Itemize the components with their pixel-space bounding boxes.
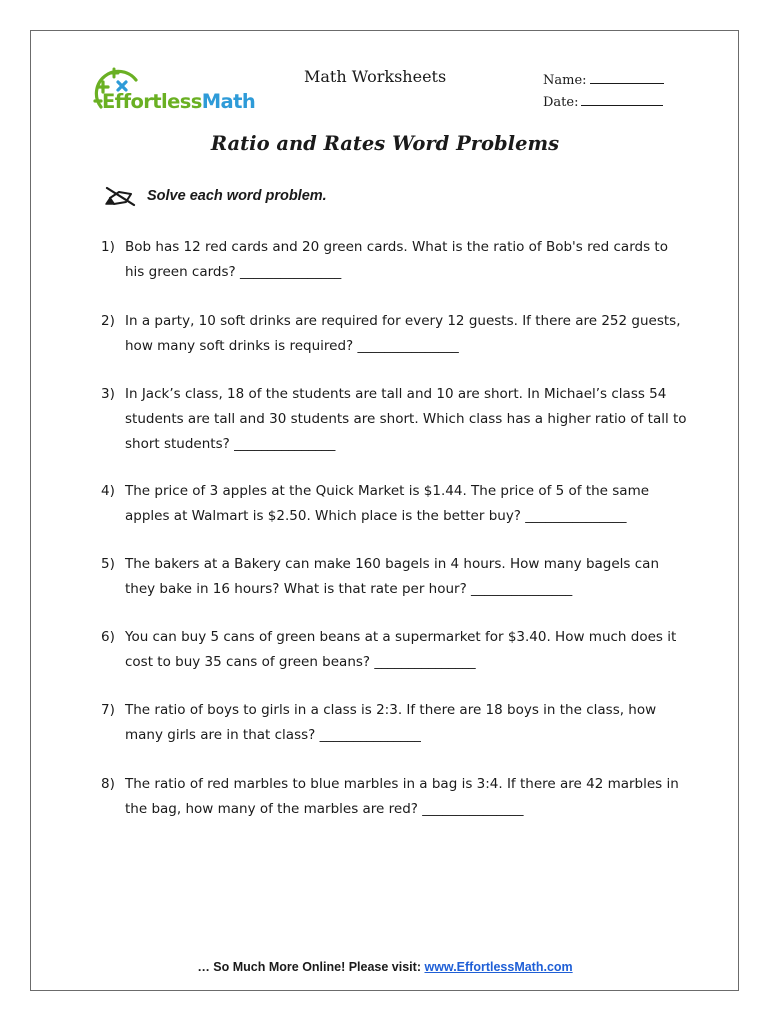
name-line[interactable] xyxy=(590,72,664,84)
sheet-title: Math Worksheets xyxy=(304,67,447,86)
problem-number: 3) xyxy=(101,386,115,402)
name-label: Name: xyxy=(543,73,587,88)
problem-item xyxy=(101,309,691,359)
problem-text: In Jack’s class, 18 of the students are tall and 10 are short. In Michael’s class 54 students are tall and 30 students are short. Which class has a higher ratio of tall to short students? _______________ xyxy=(125,386,687,452)
problem-item xyxy=(101,235,691,285)
problem-text: The ratio of boys to girls in a class is 2:3. If there are 18 boys in the class, how many girls are in that class? _______________ xyxy=(125,702,657,743)
problem-number: 8) xyxy=(101,776,115,792)
problem-item xyxy=(101,625,691,675)
footer-text: … So Much More Online! Please visit: xyxy=(197,960,421,974)
effortlessmath-logo xyxy=(88,60,278,120)
problem-item xyxy=(101,772,691,822)
problem-number: 1) xyxy=(101,239,115,255)
problem-text: Bob has 12 red cards and 20 green cards. What is the ratio of Bob's red cards to his green cards? _______________ xyxy=(125,239,668,280)
problem-number: 2) xyxy=(101,313,115,329)
problem-item xyxy=(101,698,691,748)
problem-item xyxy=(101,382,691,457)
date-field[interactable] xyxy=(543,94,663,110)
problem-number: 5) xyxy=(101,556,115,572)
worksheet-title: Ratio and Rates Word Problems xyxy=(210,132,560,155)
name-field[interactable] xyxy=(543,72,664,88)
problem-number: 6) xyxy=(101,629,115,645)
date-line[interactable] xyxy=(581,94,663,106)
footer-link[interactable]: www.EffortlessMath.com xyxy=(424,960,573,974)
problem-number: 7) xyxy=(101,702,115,718)
logo-text-effortless: Effortless xyxy=(102,90,202,113)
pencil-icon xyxy=(104,185,138,207)
problem-text: You can buy 5 cans of green beans at a supermarket for $3.40. How much does it cost to buy 35 cans of green beans? _______________ xyxy=(125,629,677,670)
logo-text-math: Math xyxy=(201,90,256,113)
problem-text: In a party, 10 soft drinks are required for every 12 guests. If there are 252 guests, how many soft drinks is required? _______________ xyxy=(125,313,681,354)
date-label: Date: xyxy=(543,95,579,110)
problem-text: The ratio of red marbles to blue marbles in a bag is 3:4. If there are 42 marbles in the bag, how many of the marbles are red? _______________ xyxy=(125,776,679,817)
instruction-text: Solve each word problem. xyxy=(147,188,327,204)
problem-text: The bakers at a Bakery can make 160 bagels in 4 hours. How many bagels can they bake in 16 hours? What is that rate per hour? _______________ xyxy=(125,556,660,597)
problem-item xyxy=(101,479,691,529)
footer xyxy=(0,960,770,974)
problem-number: 4) xyxy=(101,483,115,499)
problem-item xyxy=(101,552,691,602)
problem-text: The price of 3 apples at the Quick Market is $1.44. The price of 5 of the same apples at Walmart is $2.50. Which place is the better buy? _______________ xyxy=(125,483,650,524)
logo-wordmark xyxy=(102,90,255,113)
instruction xyxy=(104,185,327,207)
